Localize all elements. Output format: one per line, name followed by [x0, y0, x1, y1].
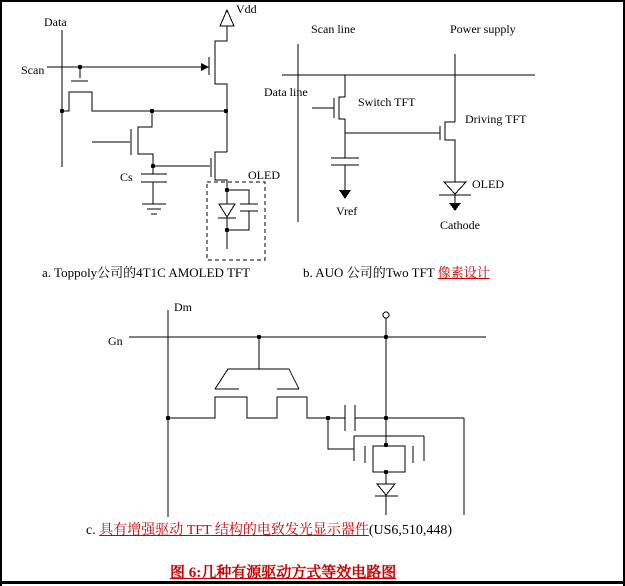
label-oled-a: OLED: [248, 168, 280, 182]
cathode-arrow-icon: [449, 203, 461, 211]
label-cs: Cs: [120, 170, 133, 184]
bottom-border-rule: [2, 581, 623, 584]
caption-b-red: 像素设计: [437, 265, 490, 280]
label-vdd: Vdd: [236, 2, 257, 16]
vref-arrow-icon: [339, 190, 351, 199]
scan-arrow-icon: [201, 63, 209, 71]
label-vref: Vref: [336, 204, 358, 218]
circuit-linework: [2, 2, 625, 586]
caption-c: [86, 523, 452, 539]
label-power-supply: Power supply: [450, 22, 516, 36]
caption-b: [303, 266, 490, 281]
circuit-c-schematic: [129, 310, 486, 517]
caption-c-red: 具有增强驱动 TFT 结构的电致发光显示器件: [99, 523, 369, 538]
label-driving-tft: Driving TFT: [465, 112, 527, 126]
label-data-line: Data line: [264, 85, 308, 99]
circuit-b-schematic: [282, 44, 535, 222]
label-dm: Dm: [174, 300, 192, 314]
label-cathode: Cathode: [440, 218, 480, 232]
ground-symbol-icon: [142, 204, 166, 214]
label-scan-line: Scan line: [311, 22, 356, 36]
oled-dashed-box: [207, 182, 265, 260]
label-gn: Gn: [108, 334, 123, 348]
label-switch-tft: Switch TFT: [358, 95, 416, 109]
oled-diode-icon: [219, 204, 235, 217]
caption-c-suffix: (US6,510,448): [368, 523, 453, 538]
label-scan: Scan: [21, 63, 45, 77]
caption-a: a. Toppoly公司的4T1C AMOLED TFT: [42, 265, 251, 280]
label-data: Data: [44, 15, 67, 29]
circuit-a-schematic: [47, 10, 265, 260]
caption-b-black: b. AUO 公司的Two TFT: [303, 265, 438, 280]
oled-diode-icon: [444, 182, 466, 194]
label-oled-b: OLED: [472, 177, 504, 191]
caption-c-black: c.: [86, 523, 100, 538]
diode-icon: [377, 484, 395, 495]
terminal-circle-icon: [383, 312, 389, 318]
vdd-symbol-icon: [220, 10, 234, 26]
figure-title: 图 6:几种有源驱动方式等效电路图: [170, 565, 397, 581]
